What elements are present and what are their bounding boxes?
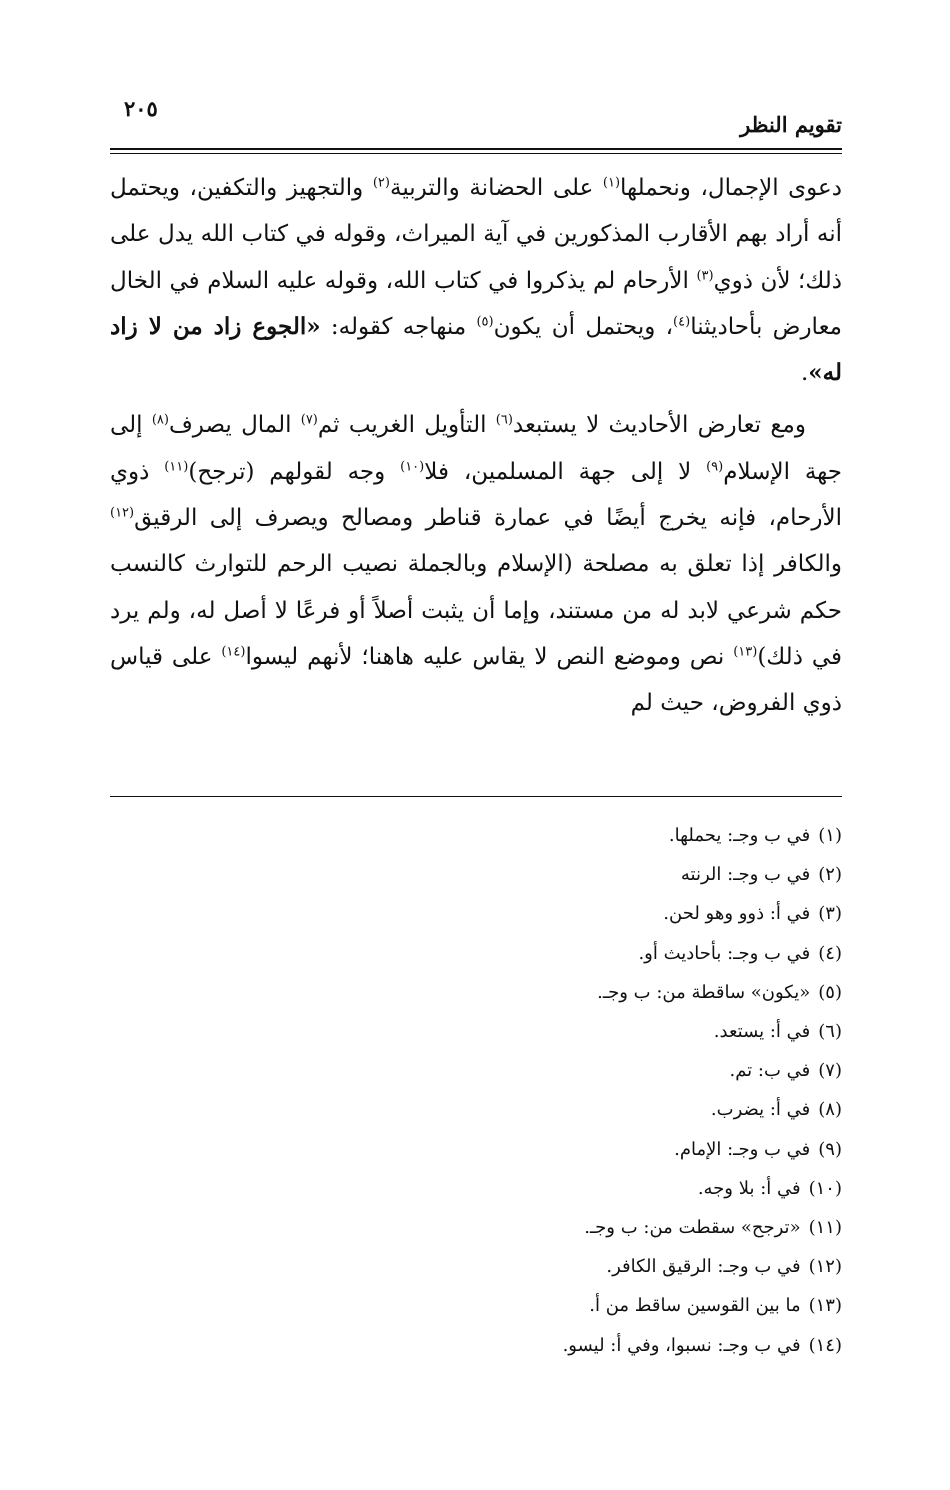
footnote-item [110,894,842,933]
footnote-number: (٢) [818,864,842,886]
footnote-number: (١٤) [808,1334,842,1356]
footnote-text: في ب وجـ: الإمام. [674,1138,811,1160]
footnote-item [110,1326,842,1365]
text-segment: ، ويحتمل أن يكون [493,313,674,340]
page-number: ٢٠٥ [124,96,158,121]
footnote-text: في ب وجـ: نسبوا، وفي أ: ليسو. [562,1334,801,1356]
text-segment: والكافر إذا تعلق به مصلحة (الإسلام وبالجملة نصيب الرحم للتوارث كالنسب حكم شرعي لابد له من مستند، وإما أن يثبت أصلاً أو فرعًا لا أصل له، ولم يرد في ذلك) [110,551,842,670]
footnote-separator [110,796,842,797]
footnote-marker: (١٢) [110,505,135,521]
footnote-item [110,1051,842,1090]
footnote-number: (١٠) [808,1177,842,1199]
footnote-item [110,1130,842,1169]
text-segment: التأويل الغريب ثم [317,412,496,439]
footnote-item [110,816,842,855]
footnote-text: في ب وجـ: الرقيق الكافر. [606,1256,801,1278]
text-segment: منهاجه كقوله: [320,313,477,340]
footnote-text: ما بين القوسين ساقط من أ. [589,1295,801,1317]
paragraph-1 [110,165,842,396]
footnote-number: (٧) [818,1060,842,1082]
footnote-number: (٨) [818,1099,842,1121]
text-segment: ذوي الأرحام، فإنه يخرج أيضًا في عمارة قناطر ومصالح ويصرف إلى الرقيق [110,458,842,532]
footnote-marker: (٧) [300,412,318,428]
footnote-number: (٥) [818,981,842,1003]
footnote-marker: (٣) [696,267,714,283]
footnote-number: (٩) [818,1138,842,1160]
footnote-item [110,1208,842,1247]
text-segment: دعوى الإجمال، ونحملها [620,175,842,201]
footnote-marker: (٩) [706,459,724,475]
text-segment: وجه لقولهم (ترجح) [188,458,401,485]
running-title: تقويم النظر [740,112,842,137]
footnote-text: في ب وجـ: الرنته [680,864,811,886]
footnote-text: في أ: بلا وجه. [697,1177,801,1199]
footnote-marker: (٨) [151,412,169,428]
footnote-marker: (١) [602,175,621,191]
footnote-marker: (١٤) [221,644,246,660]
footnote-marker: (١٣) [733,644,758,660]
footnote-marker: (٦) [495,412,513,428]
footnotes-list [110,816,842,1365]
text-segment: إلى جهة الإسلام [110,412,842,485]
text-segment: نص وموضع النص لا يقاس عليه هاهنا؛ لأنهم ليسوا [245,643,734,670]
text-segment: على قياس ذوي الفروض، حيث لم [110,643,842,717]
footnote-item [110,934,842,973]
footnote-number: (١٣) [808,1295,842,1317]
page-header [110,92,842,148]
text-segment: ومع تعارض الأحاديث لا يستبعد [512,412,806,439]
footnote-item [110,1247,842,1286]
footnote-item [110,1286,842,1325]
footnote-number: (٤) [818,942,842,964]
footnote-number: (١١) [808,1217,842,1239]
text-segment: . [800,360,809,387]
footnote-item [110,1090,842,1129]
footnote-marker: (١١) [164,459,189,475]
text-segment: والتجهيز والتكفين، ويحتمل أنه أراد بهم الأقارب المذكورين في آية الميراث، وقوله في كتاب الله يدل على ذلك؛ لأن ذوي [110,175,842,294]
footnote-text: في أ: يضرب. [710,1099,811,1121]
footnote-item [110,855,842,894]
footnote-item [110,1012,842,1051]
footnote-marker: (١٠) [400,459,425,475]
footnote-item [110,973,842,1012]
footnote-text: في أ: ذوو وهو لحن. [663,903,811,925]
footnote-number: (٦) [818,1021,842,1043]
footnote-number: (٣) [818,903,842,925]
footnote-text: في ب وجـ: يحملها. [668,825,811,846]
text-segment: الأرحام لم يذكروا في كتاب الله، وقوله عليه السلام في الخال معارض بأحاديثنا [110,267,842,340]
footnote-text: «يكون» ساقطة من: ب وجـ. [597,981,811,1003]
header-rule [110,148,842,154]
footnote-number: (١٢) [808,1256,842,1278]
footnote-text: «ترجح» سقطت من: ب وجـ. [584,1217,801,1239]
footnote-marker: (٤) [673,314,691,330]
paragraph-2 [110,402,842,726]
quoted-saying: «الجوع زاد من لا زاد له» [110,312,842,387]
main-text [110,165,842,727]
text-segment: على الحضانة والتربية [389,175,603,201]
footnote-text: في ب وجـ: بأحاديث أو. [638,942,811,964]
footnote-text: في ب: تم. [729,1060,811,1082]
footnote-item [110,1169,842,1208]
text-segment: لا إلى جهة المسلمين، فلا [424,458,707,485]
footnote-marker: (٥) [476,314,494,330]
footnote-number: (١) [818,825,842,846]
text-segment: المال يصرف [168,412,301,439]
footnote-text: في أ: يستعد. [713,1021,811,1043]
footnote-marker: (٢) [372,175,390,191]
